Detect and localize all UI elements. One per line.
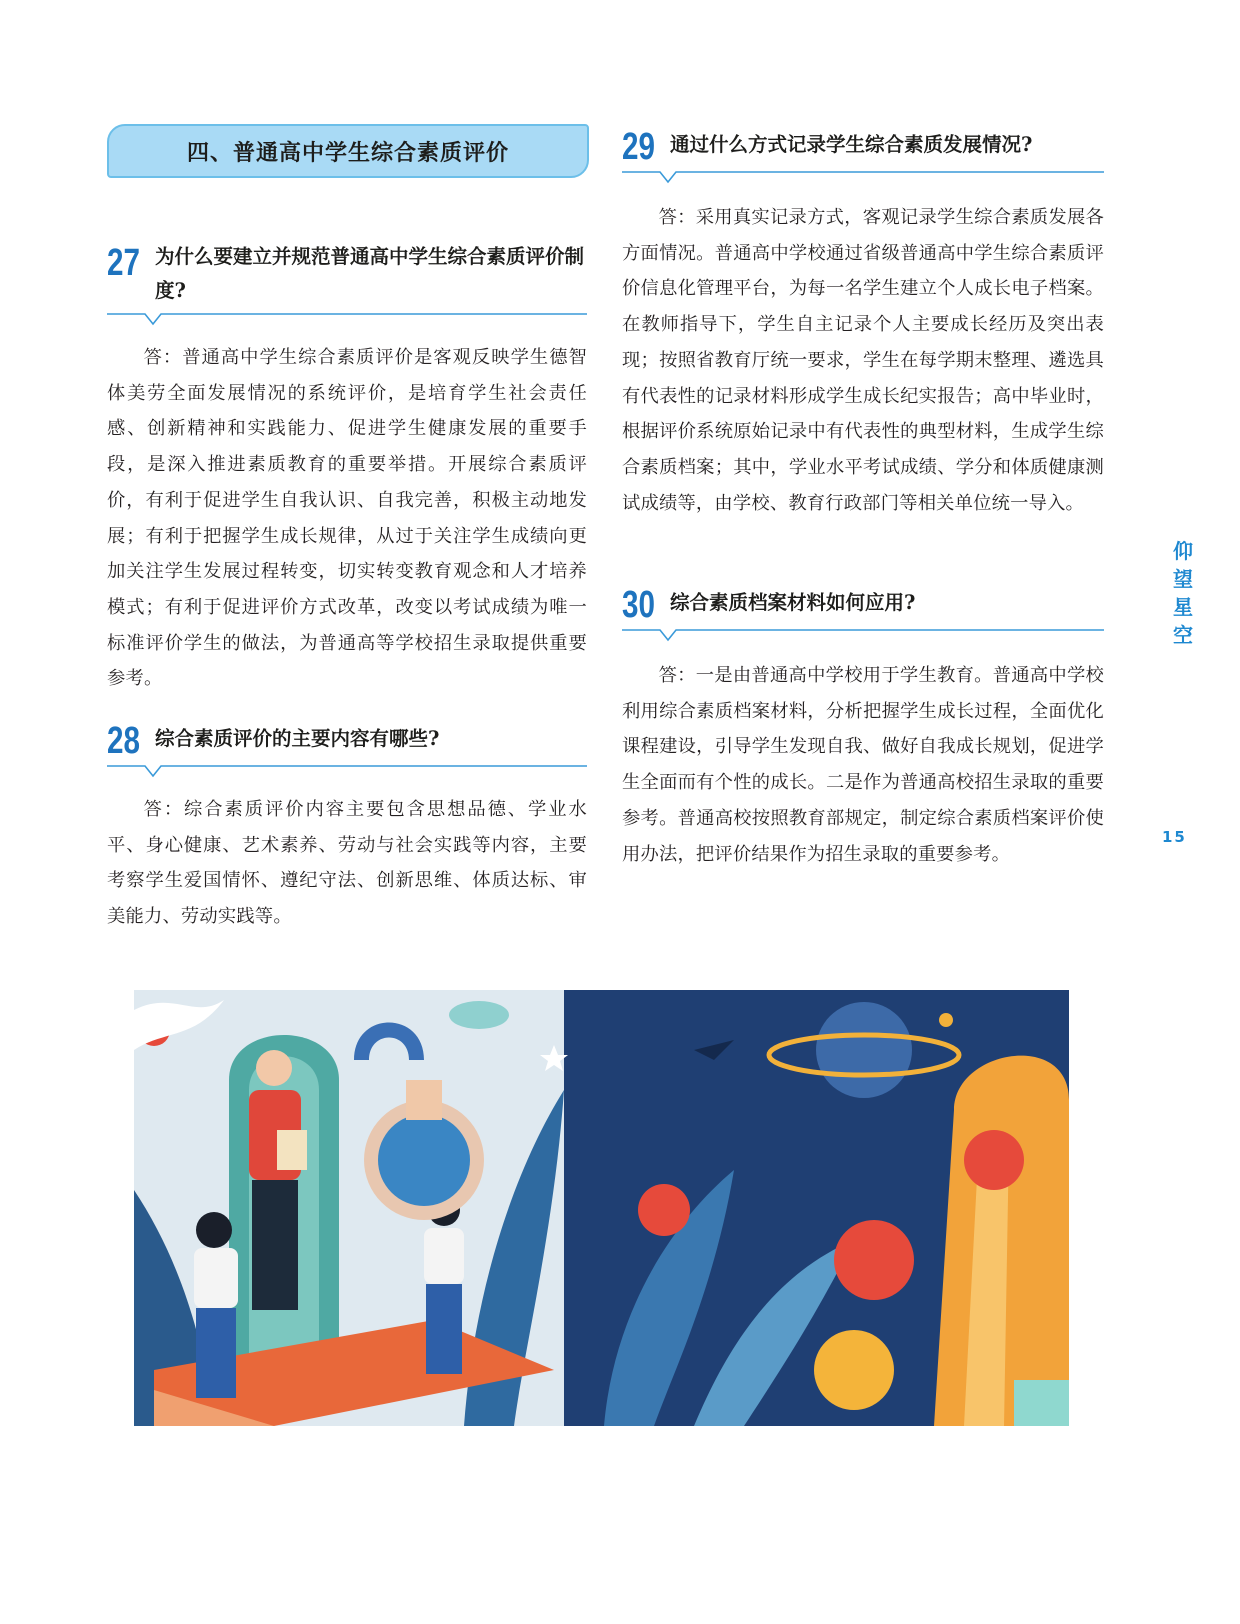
question-number: 30 (622, 584, 655, 626)
education-illustration-image (134, 990, 1069, 1426)
question-29 (622, 128, 1104, 521)
question-27 (107, 240, 587, 697)
section-title: 四、普通高中学生综合素质评价 (186, 139, 509, 166)
divider-pointer-icon (107, 310, 587, 330)
question-number: 27 (107, 242, 140, 284)
question-rule (622, 626, 1104, 646)
question-rule (107, 762, 587, 782)
question-header (107, 722, 587, 760)
answer-text: 答：综合素质评价内容主要包含思想品德、学业水平、身心健康、艺术素养、劳动与社会实践等内容，主要考察学生爱国情怀、遵纪守法、创新思维、体质达标、审美能力、劳动实践等。 (107, 799, 587, 928)
side-label-char: 星 (1173, 595, 1193, 619)
question-28 (107, 722, 587, 935)
illustration (134, 990, 1069, 1426)
divider-pointer-icon (622, 168, 1104, 188)
question-header (622, 128, 1104, 166)
page-number: 15 (1162, 828, 1187, 846)
side-chapter-label (1168, 540, 1198, 646)
answer-text: 答：采用真实记录方式，客观记录学生综合素质发展各方面情况。普通高中学校通过省级普通高中学生综合素质评价信息化管理平台，为每一名学生建立个人成长电子档案。在教师指导下，学生自主记录个人主要成长经历及突出表现；按照省教育厅统一要求，学生在每学期末整理、遴选具有代表性的记录材料形成学生成长纪实报告；高中毕业时，根据评价系统原始记录中有代表性的典型材料，生成学生综合素质档案；其中，学业水平考试成绩、学分和体质健康测试成绩等，由学校、教育行政部门等相关单位统一导入。 (622, 207, 1104, 514)
question-header (622, 586, 1104, 624)
question-number: 28 (107, 720, 140, 762)
side-label-char: 仰 (1173, 539, 1193, 563)
question-30 (622, 586, 1104, 872)
question-rule (107, 310, 587, 330)
question-rule (622, 168, 1104, 188)
answer-text: 答：一是由普通高中学校用于学生教育。普通高中学校利用综合素质档案材料，分析把握学生成长过程，全面优化课程建设，引导学生发现自我、做好自我成长规划，促进学生全面而有个性的成长。二是作为普通高校招生录取的重要参考。普通高校按照教育部规定，制定综合素质档案评价使用办法，把评价结果作为招生录取的重要参考。 (622, 665, 1104, 865)
question-title: 通过什么方式记录学生综合素质发展情况? (670, 133, 1033, 156)
question-title: 综合素质评价的主要内容有哪些? (155, 727, 440, 750)
question-title: 为什么要建立并规范普通高中学生综合素质评价制度? (155, 245, 585, 302)
question-header (107, 240, 587, 308)
divider-pointer-icon (622, 626, 1104, 646)
question-title: 综合素质档案材料如何应用? (670, 591, 916, 614)
answer-text: 答：普通高中学生综合素质评价是客观反映学生德智体美劳全面发展情况的系统评价，是培育学生社会责任感、创新精神和实践能力、促进学生健康发展的重要手段，是深入推进素质教育的重要举措。开展综合素质评价，有利于促进学生自我认识、自我完善，积极主动地发展；有利于把握学生成长规律，从过于关注学生成绩向更加关注学生发展过程转变，切实转变教育观念和人才培养模式；有利于促进评价方式改革，改变以考试成绩为唯一标准评价学生的做法，为普通高等学校招生录取提供重要参考。 (107, 347, 587, 690)
side-label-char: 空 (1173, 623, 1193, 647)
question-number: 29 (622, 126, 655, 168)
divider-pointer-icon (107, 762, 587, 782)
side-label-char: 望 (1173, 567, 1193, 591)
